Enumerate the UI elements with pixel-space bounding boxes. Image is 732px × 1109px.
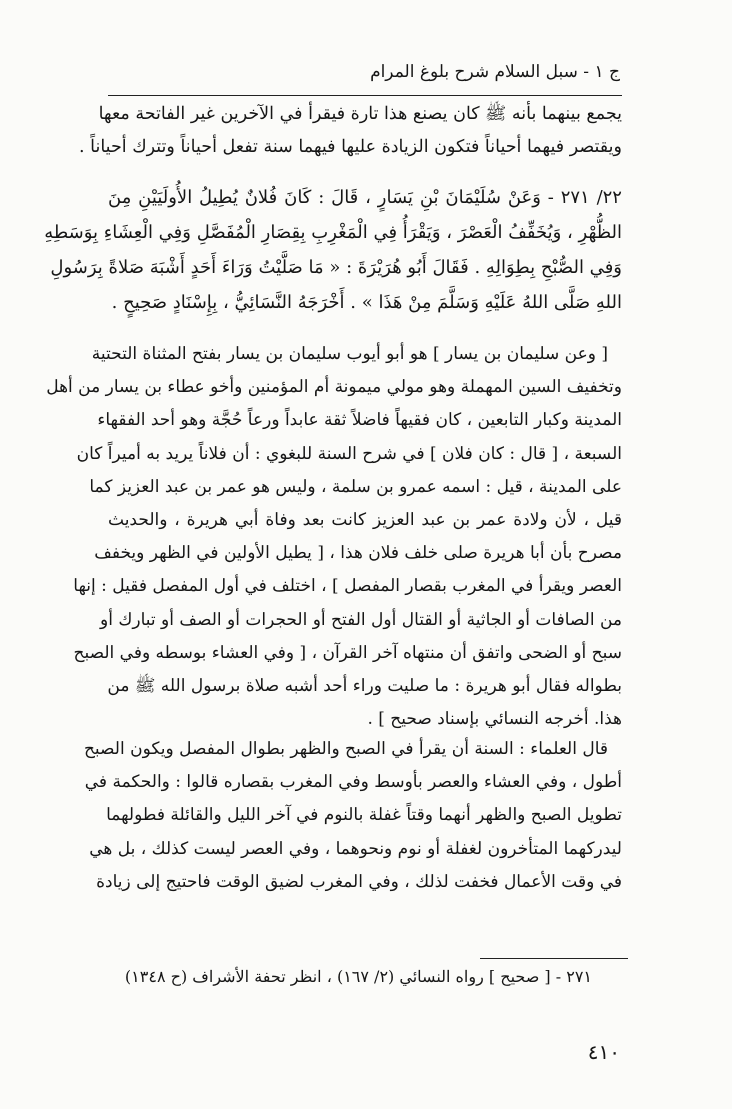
scholars-paragraph	[83, 733, 622, 899]
commentary-line: بطواله فقال أبو هريرة : ما صليت وراء أحد أشبه صلاة برسول الله ﷺ من	[107, 676, 622, 697]
scholars-line: في وقت الأعمال فخفت لذلك ، وفي المغرب لضيق الوقت فاحتيج إلى زيادة	[96, 871, 622, 892]
commentary-line: سبح أو الضحى واتفق أن منتهاه آخر القرآن ، [ وفي العشاء بوسطه وفي الصبح	[73, 642, 622, 663]
scholars-line: أطول ، وفي العشاء والعصر بأوسط وفي المغرب بقصاره قالوا : والحكمة في	[84, 772, 622, 793]
commentary-line: [ وعن سليمان بن يسار ] هو أبو أيوب سليمان بن يسار بفتح المثناة التحتية	[91, 344, 608, 364]
footnote: ٢٧١ - [ صحيح ] رواه النسائي (٢/ ١٦٧) ، انظر تحفة الأشراف (ح ١٣٤٨)	[124, 967, 592, 986]
footnote-divider	[480, 958, 628, 959]
hadith-line: اللهِ صَلَّى اللهُ عَلَيْهِ وَسَلَّمَ مِنْ هَذَا » . أَخْرَجَهُ النَّسَائِيُّ ، بِإِسْنَادٍ صَحِيحٍ .	[111, 292, 622, 313]
hadith-line: ٢٢/ ٢٧١ - وَعَنْ سُلَيْمَانَ بْنِ يَسَارٍ ، قَالَ : كَانَ فُلانٌ يُطِيلُ الأُولَيَيْنِ مِنَ	[108, 187, 622, 208]
intro-line: ويقتصر فيهما أحياناً فتكون الزيادة عليها فيهما سنة تفعل أحياناً وتترك أحياناً .	[79, 137, 622, 157]
hadith-text	[44, 180, 622, 320]
commentary-line: المدينة وكبار التابعين ، كان فقيهاً فاضلاً ثقة عابداً ورعاً حُجَّة وهو أحد الفقهاء	[97, 410, 622, 431]
commentary-line: هذا. أخرجه النسائي بإسناد صحيح ] .	[367, 709, 622, 730]
scholars-line: ليدركهما المتأخرون لغفلة أو نوم ونحوهما ، وفي العصر ليست كذلك ، بل هي	[89, 838, 622, 859]
commentary-line: على المدينة ، قيل : اسمه عمرو بن سلمة ، وليس هو عمر بن عبد العزيز كما	[89, 476, 622, 497]
running-header: ج ١ - سبل السلام شرح بلوغ المرام	[370, 62, 620, 82]
hadith-line: الظُّهْرِ ، وَيُخَفِّفُ الْعَصْرَ ، وَيَقْرَأُ فِي الْمَغْرِبِ بِقِصَارِ الْمُفَصَّلِ وَفِي الْعِشَاءِ بِوَسَطِهِ	[44, 222, 622, 243]
commentary-line: من الصافات أو الجاثية أو القتال أول الفتح أو الحجرات أو الصف أو تبارك أو	[100, 609, 622, 630]
commentary-line: مصرح بأن أبا هريرة صلى خلف فلان هذا ، [ يطيل الأولين في الظهر ويخفف	[94, 543, 622, 564]
hadith-line: وَفِي الصُّبْحِ بِطِوَالِهِ . فَقَالَ أَبُو هُرَيْرَةَ : « مَا صَلَّيْتُ وَرَاءَ أَحَدٍ أَشْبَهَ صَلاةً بِرَسُولِ	[50, 257, 622, 278]
header-divider	[108, 95, 622, 96]
intro-paragraph	[79, 98, 622, 164]
commentary-line: وتخفيف السين المهملة وهو مولي ميمونة أم المؤمنين وأخو عطاء بن يسار من أهل	[46, 377, 622, 398]
intro-line: يجمع بينهما بأنه ﷺ كان يصنع هذا تارة فيقرأ في الآخرين غير الفاتحة معها	[98, 104, 622, 124]
commentary-line: قيل ، لأن ولادة عمر بن عبد العزيز كانت بعد وفاة أبي هريرة ، والحديث	[108, 510, 622, 531]
scholars-line: قال العلماء : السنة أن يقرأ في الصبح والظهر بطوال المفصل ويكون الصبح	[83, 739, 608, 759]
commentary-line: العصر ويقرأ في المغرب بقصار المفصل ] ، اختلف في أول المفصل فقيل : إنها	[73, 576, 622, 597]
commentary-line: السبعة ، [ قال : كان فلان ] في شرح السنة للبغوي : أن فلاناً يريد به أميراً كان	[76, 443, 622, 464]
scholars-line: تطويل الصبح والظهر أنهما وقتاً غفلة بالنوم في آخر الليل والقائلة فطولهما	[106, 805, 622, 826]
commentary-paragraph	[46, 338, 622, 736]
page-number: ٤١٠	[587, 1040, 620, 1064]
